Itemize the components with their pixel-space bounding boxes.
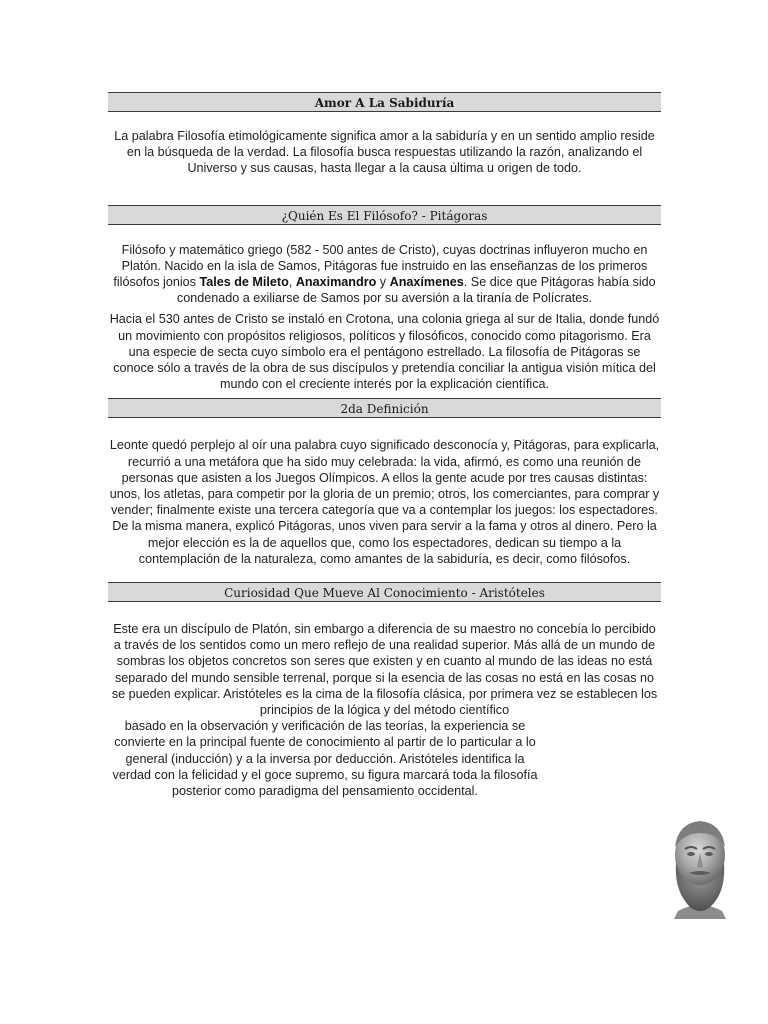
paragraph-pitagoras-2: Hacia el 530 antes de Cristo se instaló en Crotona, una colonia griega al sur de Italia, donde fundó un movimiento con propósitos religiosos, políticos y filosóficos, conocido como pitagorismo. Era una especie de secta cuyo símbolo era el pentágono estrellado. La filosofía de Pitágoras se conoce sólo a través de la obra de sus discípulos y pretendía conciliar la antigua visión mítica del mundo con el creciente interés por la explicación científica. — [109, 312, 660, 392]
aristotle-bust-image — [656, 811, 744, 919]
section-title-quien-es-el-filosofo: ¿Quién Es El Filósofo? - Pitágoras — [108, 205, 661, 225]
paragraph-aristoteles-wide: Este era un discípulo de Platón, sin embargo a diferencia de su maestro no concebía lo percibido a través de los sentidos como un mero reflejo de una realidad superior. Más allá de un mundo de sombras los objetos concretos son seres que existen y en cuanto al mundo de las ideas no está separado del mundo sensible terrenal, porque si la esencia de las cosas no está en las cosas no se pueden explicar. Aristóteles es la cima de la filosofía clásica, por primera vez se establecen los principios de la lógica y del método científico — [111, 622, 658, 718]
section-title-curiosidad-aristoteles: Curiosidad Que Mueve Al Conocimiento - Aristóteles — [108, 582, 661, 602]
aristotle-bust-icon — [656, 811, 744, 919]
name-anaximenes: Anaxímenes — [389, 275, 464, 290]
paragraph-pitagoras-1: Filósofo y matemático griego (582 - 500 antes de Cristo), cuyas doctrinas influyeron mucho en Platón. Nacido en la isla de Samos, Pitágoras fue instruido en las enseñanzas de los primeros filósofos jonios Tales de Mileto, Anaximandro y Anaxímenes. Se dice que Pitágoras había sido condenado a exiliarse de Samos por su aversión a la tiranía de Polícrates. — [113, 242, 656, 306]
aristoteles-block — [108, 621, 661, 799]
paragraph-amor-a-la-sabiduria: La palabra Filosofía etimológicamente significa amor a la sabiduría y en un sentido amplio reside en la búsqueda de la verdad. La filosofía busca respuestas utilizando la razón, analizando el Universo y sus causas, hasta llegar a la causa última u origen de todo. — [114, 129, 655, 176]
document-page — [108, 92, 661, 799]
section-title-2da-definicion: 2da Definición — [108, 398, 661, 418]
name-tales-de-mileto: Tales de Mileto — [199, 275, 289, 290]
paragraph-2da-definicion: Leonte quedó perplejo al oír una palabra cuyo significado desconocía y, Pitágoras, para explicarla, recurrió a una metáfora que ha sido muy celebrada: la vida, afirmó, es como una reunión de personas que asisten a los Juegos Olímpicos. A ellos la gente acude por tres causas distintas: unos, los atletas, para competir por la gloria de un premio; otros, los comerciantes, para comprar y vender; finalmente existe una tercera categoría que va a contemplar los juegos: los espectadores. De la misma manera, explicó Pitágoras, unos viven para servir a la fama y otros al dinero. Pero la mejor elección es la de aquellos que, como los espectadores, dedican su tiempo a la contemplación de la naturaleza, como amantes de la sabiduría, es decir, como filósofos. — [109, 438, 660, 566]
name-anaximandro: Anaximandro — [295, 275, 377, 290]
paragraph-aristoteles-narrow: basado en la observación y verificación de las teorías, la experiencia se convierte en la principal fuente de conocimiento al partir de lo particular a lo general (inducción) y a la inversa por deducción. Aristóteles identifica la verdad con la felicidad y el goce supremo, su figura marcará toda la filosofía posterior como paradigma del pensamiento occidental. — [112, 719, 538, 799]
section-title-amor-a-la-sabiduria: Amor A La Sabiduría — [108, 92, 661, 112]
